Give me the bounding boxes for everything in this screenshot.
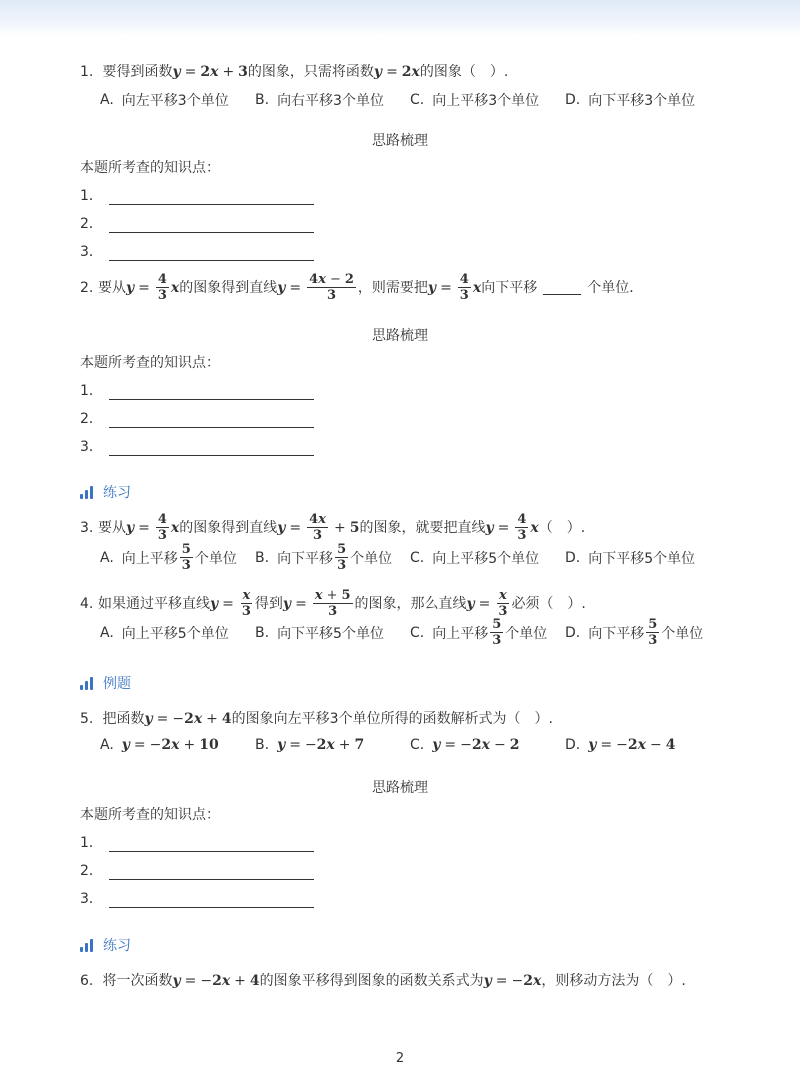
guide-title: 思路梳理: [372, 328, 428, 344]
knowledge-prompt: 本题所考查的知识点：: [80, 160, 220, 176]
section-example: 例题: [80, 673, 131, 693]
option-a[interactable]: A. 向左平移3个单位: [100, 92, 229, 109]
question-4: 4. 如果通过平移直线 y = $\frac{x}{3}$ 得到 y = $\frac{x + 5}{3}$ 的图象，那么直线 y = $\frac{x}{3}$ 必须（ ）.: [80, 588, 586, 619]
guide-title: 思路梳理: [372, 133, 428, 149]
knowledge-prompt: 本题所考查的知识点：: [80, 807, 220, 823]
question-3: 3. 要从 y = $\frac{4}{3}$ x 的图象得到直线 y = $\frac{4x}{3}$ + 5 的图象，就要把直线 y = $\frac{4}{3}$ x （ ）.: [80, 512, 586, 543]
answer-line[interactable]: 3．: [80, 241, 314, 261]
answer-line[interactable]: 3．: [80, 888, 314, 908]
question-3-options: [100, 542, 740, 573]
section-practice: 练习: [80, 935, 131, 955]
question-4-options: [100, 617, 740, 648]
option-a[interactable]: A. 向上平移5个单位: [100, 624, 229, 642]
knowledge-prompt: 本题所考查的知识点：: [80, 355, 220, 371]
bar-chart-icon: [80, 676, 95, 690]
answer-line[interactable]: 1．: [80, 185, 314, 205]
question-6: 6. 将一次函数y = −2x + 4的图象平移得到图象的函数关系式为y = −2x，则移动方法为（ ）.: [80, 973, 686, 989]
option-b[interactable]: B. 向右平移3个单位: [255, 92, 384, 109]
answer-line[interactable]: 3．: [80, 436, 314, 456]
question-1: 1. 要得到函数y = 2x + 3的图象，只需将函数y = 2x的图象（ ）.: [80, 64, 509, 80]
answer-line[interactable]: 1．: [80, 380, 314, 400]
option-c[interactable]: C. y = − 2 x − 2: [410, 737, 520, 753]
option-b[interactable]: B. 向下平移 $\frac{5}{3}$ 个单位: [255, 542, 393, 573]
question-2: 2. 要从 y = $\frac{4}{3}$ x 的图象得到直线 y = $\frac{4x - 2}{3}$ ，则需要把 y = $\frac{4}{3}$ x 向下平移 个单位．: [80, 272, 644, 303]
question-5: 5. 把函数y = −2x + 4的图象向左平移3个单位所得的函数解析式为（ ）.: [80, 711, 554, 727]
answer-line[interactable]: 2．: [80, 213, 314, 233]
fill-blank[interactable]: [543, 280, 581, 295]
question-5-options: [100, 737, 740, 753]
option-a[interactable]: A. y = − 2 x + 10: [100, 737, 219, 753]
page-number: 2: [395, 1051, 405, 1066]
answer-line[interactable]: 2．: [80, 860, 314, 880]
option-d[interactable]: D. y = − 2 x − 4: [565, 737, 676, 753]
question-1-options: [100, 90, 740, 110]
option-b[interactable]: B. y = − 2 x + 7: [255, 737, 365, 753]
bar-chart-icon: [80, 938, 95, 952]
option-a[interactable]: A. 向上平移 $\frac{5}{3}$ 个单位: [100, 542, 237, 573]
option-d[interactable]: D. 向下平移3个单位: [565, 92, 696, 109]
answer-line[interactable]: 1．: [80, 832, 314, 852]
header-band: [0, 0, 800, 36]
section-practice: 练习: [80, 482, 131, 502]
option-c[interactable]: C. 向上平移3个单位: [410, 92, 540, 109]
option-c[interactable]: C. 向上平移5个单位: [410, 549, 540, 567]
option-d[interactable]: D. 向下平移5个单位: [565, 549, 696, 567]
option-b[interactable]: B. 向下平移5个单位: [255, 624, 384, 642]
guide-title: 思路梳理: [372, 780, 428, 796]
option-c[interactable]: C. 向上平移 $\frac{5}{3}$ 个单位: [410, 617, 548, 648]
bar-chart-icon: [80, 485, 95, 499]
option-d[interactable]: D. 向下平移 $\frac{5}{3}$ 个单位: [565, 617, 704, 648]
answer-line[interactable]: 2．: [80, 408, 314, 428]
